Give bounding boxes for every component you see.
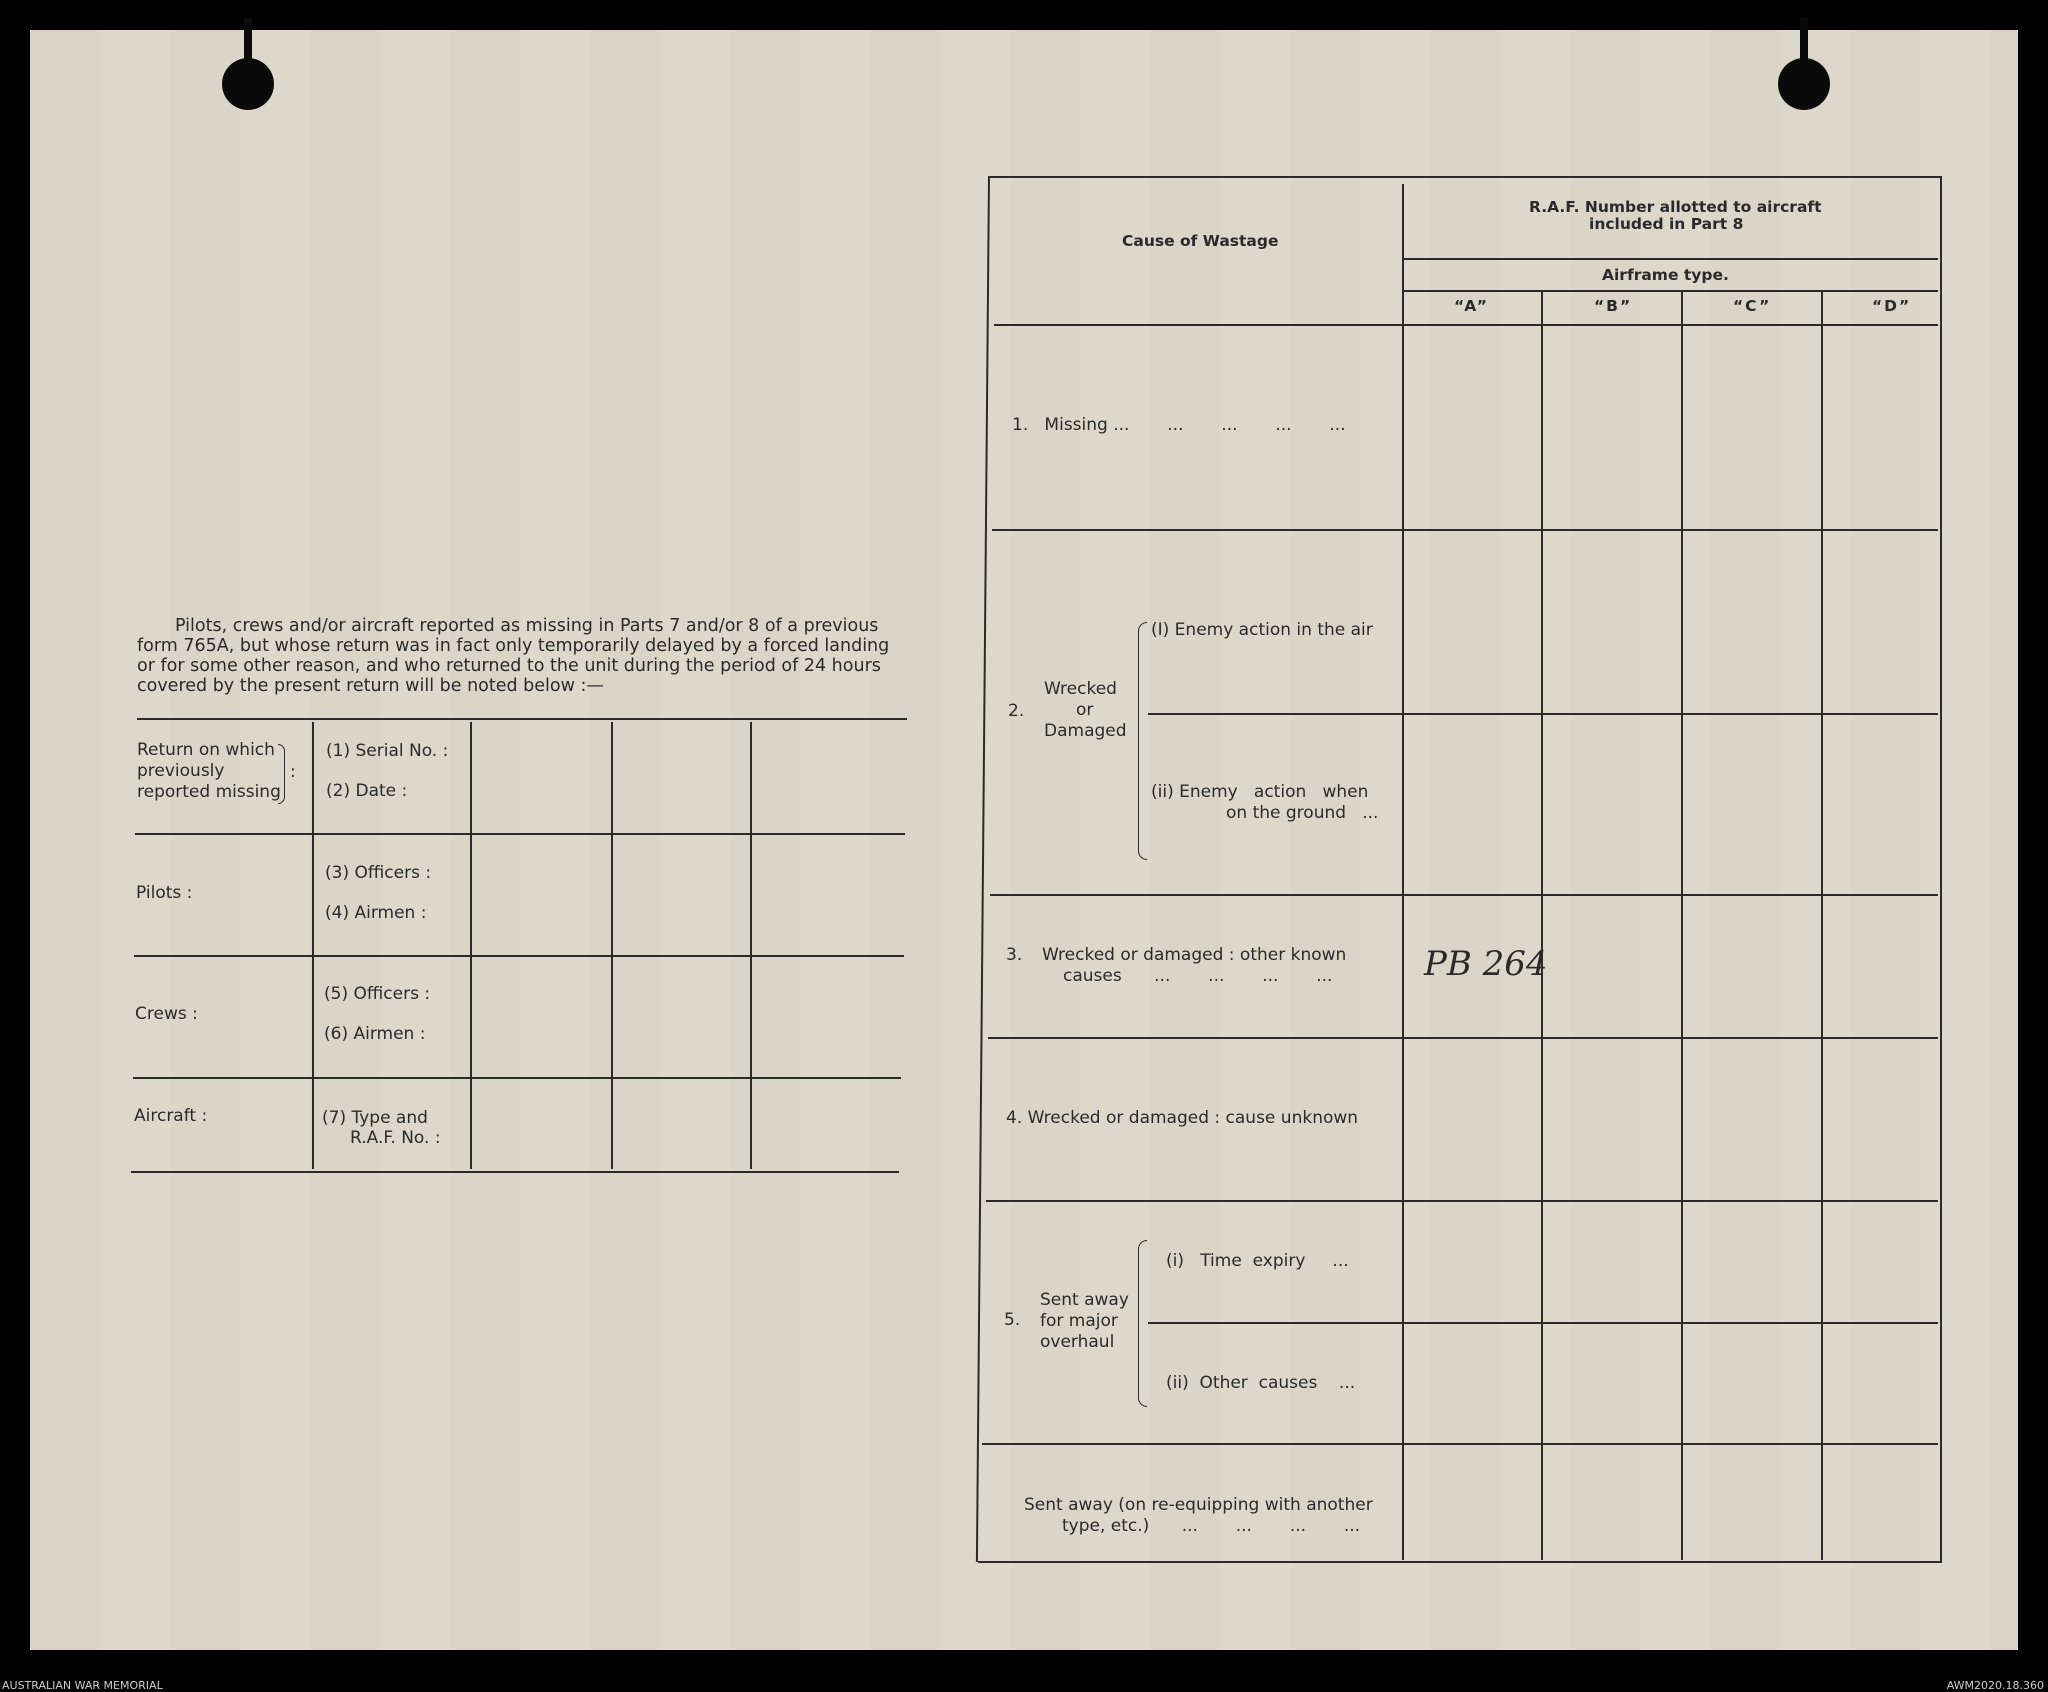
footer-accession: AWM2020.18.360 — [1946, 1679, 2044, 1692]
return-label-1: Return on which — [137, 740, 275, 760]
row-3-label-1: Wrecked or damaged : other known — [1042, 945, 1347, 965]
handwritten-aircraft-number: PB 264 — [1424, 944, 1548, 984]
row-5-brace — [1138, 1240, 1147, 1407]
intro-line: Pilots, crews and/or aircraft reported as missing in Parts 7 and/or 8 of a previous — [175, 616, 879, 636]
return-label-2: previously — [137, 761, 225, 781]
time-expiry-label: (i) Time expiry ... — [1166, 1251, 1349, 1271]
row-3-number: 3. — [1006, 945, 1023, 965]
intro-line: form 765A, but whose return was in fact only temporarily delayed by a forced landing — [137, 636, 890, 656]
column-a-header: “A” — [1454, 297, 1489, 315]
column-c-header: “C” — [1733, 297, 1772, 315]
intro-line: or for some other reason, and who returned to the unit during the period of 24 hours — [137, 656, 881, 676]
crews-officers-label: (5) Officers : — [324, 984, 431, 1004]
footer-source: AUSTRALIAN WAR MEMORIAL — [2, 1679, 163, 1692]
crews-label: Crews : — [135, 1004, 198, 1024]
serial-no-label: (1) Serial No. : — [326, 741, 449, 761]
row-5-number: 5. — [1004, 1310, 1021, 1330]
row-2-brace — [1138, 622, 1147, 860]
row-2-number: 2. — [1008, 701, 1025, 721]
row-5-label-3: overhaul — [1040, 1332, 1115, 1352]
raf-number-header-2: included in Part 8 — [1589, 215, 1744, 233]
row-re-equipping-2: type, etc.) ... ... ... ... — [1062, 1516, 1361, 1536]
aircraft-label: Aircraft : — [134, 1106, 208, 1126]
pilots-label: Pilots : — [136, 883, 193, 903]
row-5-label-2: for major — [1040, 1311, 1118, 1331]
airframe-type-header: Airframe type. — [1602, 266, 1729, 284]
column-b-header: “B” — [1594, 297, 1633, 315]
row-cause-unknown: 4. Wrecked or damaged : cause unknown — [1006, 1108, 1359, 1128]
row-missing: 1. Missing ... ... ... ... ... — [1012, 415, 1346, 435]
enemy-ground-label-2: on the ground ... — [1226, 803, 1379, 823]
row-5-label-1: Sent away — [1040, 1290, 1129, 1310]
intro-line: covered by the present return will be noted below :— — [137, 676, 604, 696]
cause-of-wastage-header: Cause of Wastage — [1122, 232, 1279, 250]
other-causes-label: (ii) Other causes ... — [1166, 1373, 1356, 1393]
enemy-air-label: (I) Enemy action in the air — [1151, 620, 1373, 640]
return-brace — [278, 744, 285, 804]
enemy-ground-label-1: (ii) Enemy action when — [1151, 782, 1369, 802]
date-label: (2) Date : — [326, 781, 408, 801]
punch-hole-left — [222, 58, 274, 110]
row-2-label-2: or — [1076, 700, 1094, 720]
pilots-airmen-label: (4) Airmen : — [325, 903, 427, 923]
column-d-header: “D” — [1872, 297, 1912, 315]
return-colon: : — [290, 762, 296, 782]
intro-paragraph — [137, 616, 907, 696]
raf-number-header-1: R.A.F. Number allotted to aircraft — [1529, 198, 1822, 216]
row-3-label-2: causes ... ... ... ... — [1063, 966, 1333, 986]
type-label-2: R.A.F. No. : — [350, 1128, 441, 1148]
row-2-label-1: Wrecked — [1044, 679, 1117, 699]
row-2-label-3: Damaged — [1044, 721, 1127, 741]
punch-hole-right — [1778, 58, 1830, 110]
crews-airmen-label: (6) Airmen : — [324, 1024, 426, 1044]
pilots-officers-label: (3) Officers : — [325, 863, 432, 883]
row-re-equipping-1: Sent away (on re-equipping with another — [1024, 1495, 1373, 1515]
return-label-3: reported missing — [137, 782, 281, 802]
type-label-1: (7) Type and — [322, 1108, 428, 1128]
